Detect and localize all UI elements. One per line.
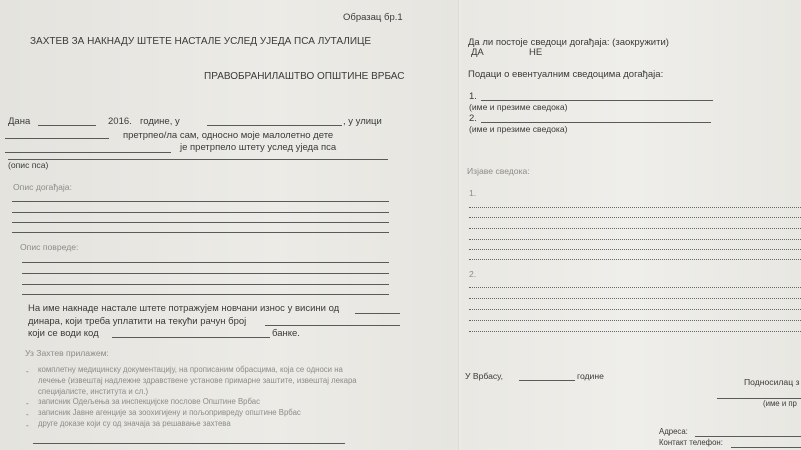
date-label: Дана [8, 116, 31, 127]
witness-1-field[interactable] [481, 100, 713, 101]
form-title: ЗАХТЕВ ЗА НАКНАДУ ШТЕТЕ НАСТАЛЕ УСЛЕД УЈЕДА ПСА ЛУТАЛИЦЕ [30, 36, 372, 47]
statement-1-line-1[interactable] [469, 207, 801, 208]
bank-suffix: банке. [272, 328, 300, 339]
statement-1-line-2[interactable] [469, 217, 801, 218]
statement-1-line-5[interactable] [469, 249, 801, 250]
attachment-1-line-2: лечење (извештај надлежне здравствене установе примарне заштите, извештај лекара [38, 376, 357, 385]
city-field[interactable] [207, 125, 342, 126]
year-label: 2016. [108, 116, 132, 127]
office-name: ПРАВОБРАНИЛАШТВО ОПШТИНЕ ВРБАС [204, 71, 405, 82]
amount-field[interactable] [355, 313, 400, 314]
event-line-3[interactable] [12, 222, 389, 223]
intro-line-3: је претрпело штету услед уједа пса [180, 142, 337, 153]
event-line-4[interactable] [12, 232, 389, 233]
intro-line-2: претрпео/ла сам, односно моје малолетно дете [123, 130, 334, 141]
injury-line-3[interactable] [22, 284, 389, 285]
statement-1-line-4[interactable] [469, 239, 801, 240]
address-field[interactable] [695, 436, 801, 437]
child-name-field[interactable] [5, 152, 171, 153]
answer-yes[interactable]: ДА [471, 47, 484, 58]
place-label: У Врбасу, [465, 371, 503, 381]
injury-line-4[interactable] [22, 294, 389, 295]
statement-1-line-3[interactable] [469, 228, 801, 229]
bullet-3: - [26, 410, 29, 419]
attachments-heading: Уз Захтев прилажем: [25, 348, 109, 358]
bullet-4: - [26, 421, 29, 430]
claim-line-3: који се води код [28, 328, 99, 339]
street-label: , у улици [343, 116, 382, 127]
signature-hint: (име и пр [763, 399, 797, 408]
form-number: Образац бр.1 [343, 12, 403, 23]
dog-description-hint: (опис пса) [8, 160, 49, 170]
statement-2-line-2[interactable] [469, 298, 801, 299]
statement-2-line-1[interactable] [469, 287, 801, 288]
attachment-4: друге доказе који су од значаја за решавање захтева [38, 419, 231, 428]
injury-line-2[interactable] [22, 273, 389, 274]
statement-1-line-6[interactable] [469, 259, 801, 260]
date-field[interactable] [519, 380, 575, 381]
day-field[interactable] [38, 125, 96, 126]
city-label: године, у [140, 116, 180, 127]
witness-1-number: 1. [469, 91, 477, 102]
applicant-label: Подносилац з [744, 377, 800, 387]
statement-2-line-3[interactable] [469, 309, 801, 310]
street-field[interactable] [5, 138, 109, 139]
event-description-label: Опис догађаја: [13, 182, 72, 192]
year-suffix: године [577, 371, 604, 381]
phone-label: Контакт телефон: [659, 438, 723, 447]
event-line-1[interactable] [12, 201, 389, 202]
witness-question: Да ли постоје сведоци догађаја: (заокружити) [468, 37, 669, 48]
event-line-2[interactable] [12, 212, 389, 213]
statement-2-line-5[interactable] [469, 331, 801, 332]
answer-no[interactable]: НЕ [529, 47, 543, 58]
bank-field[interactable] [112, 337, 270, 338]
attachment-2: записник Одељења за инспекцијске послове Општине Врбас [38, 397, 261, 406]
statement-2-line-4[interactable] [469, 320, 801, 321]
claim-line-2: динара, који треба уплатити на текући рачун број [28, 316, 247, 327]
bullet-2: - [26, 399, 29, 408]
form-page-right [461, 0, 801, 450]
statement-2-number: 2. [469, 269, 477, 279]
attachment-1-line-1: комплетну медицинску документацију, на прописаним обрасцима, која се односи на [38, 365, 343, 374]
witness-1-hint: (име и презиме сведока) [469, 102, 568, 112]
account-field[interactable] [265, 325, 400, 326]
witness-2-field[interactable] [481, 122, 711, 123]
attachment-3: записник Јавне агенције за зоохигијену и пољопривреду општине Врбас [38, 408, 301, 417]
statements-label: Изјаве сведока: [467, 166, 530, 176]
injury-description-label: Опис повреде: [20, 242, 79, 252]
statement-1-number: 1. [469, 188, 477, 198]
dog-description-field[interactable] [8, 159, 388, 160]
witness-data-label: Подаци о евентуалним сведоцима догађаја: [468, 69, 664, 80]
phone-field[interactable] [731, 447, 801, 448]
address-label: Адреса: [659, 427, 688, 436]
attachment-1-line-3: специјалисте, института и сл.) [38, 387, 149, 396]
other-evidence-field[interactable] [33, 443, 345, 444]
claim-line-1: На име накнаде настале штете потражујем новчани износ у висини од [28, 303, 340, 314]
injury-line-1[interactable] [22, 262, 389, 263]
witness-2-hint: (име и презиме сведока) [469, 124, 568, 134]
witness-2-number: 2. [469, 113, 477, 124]
bullet-1: - [26, 367, 29, 376]
